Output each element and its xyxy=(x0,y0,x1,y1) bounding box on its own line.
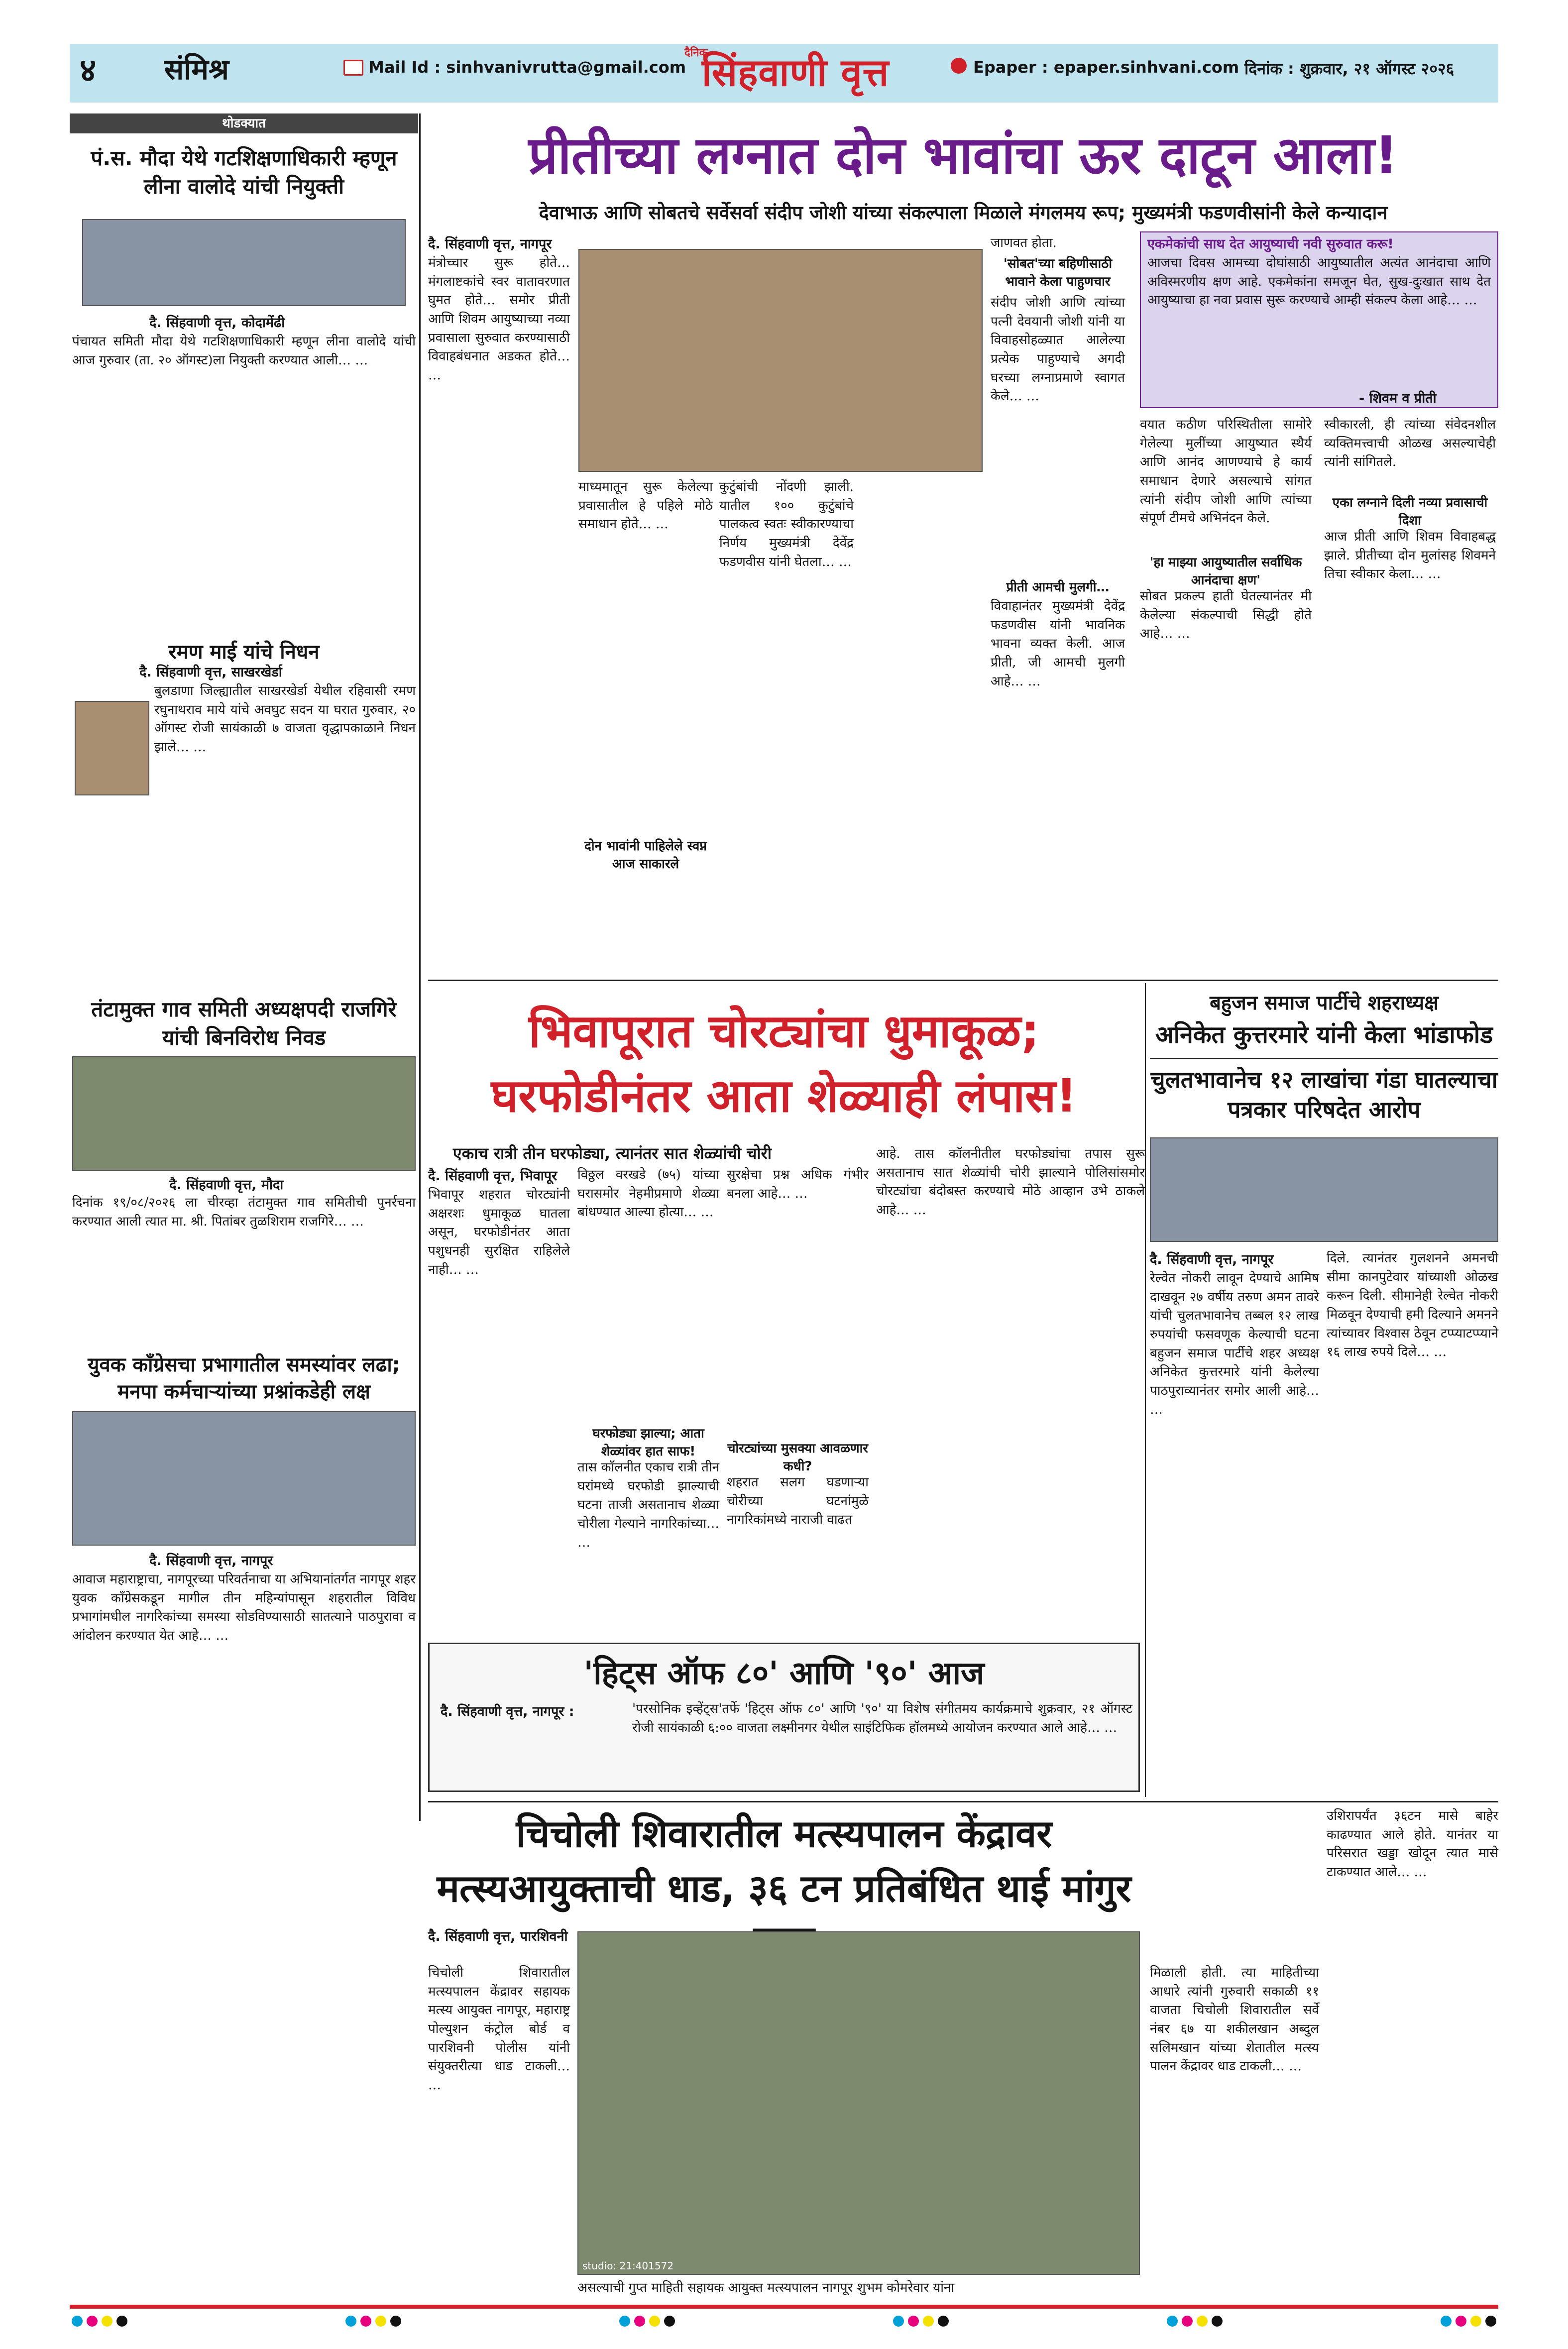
fish-headline: चिचोली शिवारातील मत्स्यपालन केंद्रावर xyxy=(516,1811,1052,1856)
mail-id: Mail Id : sinhvanivrutta@gmail.com xyxy=(368,58,686,77)
registration-marks xyxy=(70,2316,1498,2329)
lead-column: वयात कठीण परिस्थितीला सामोरे गेलेल्या मुलींच्या आयुष्यात स्थैर्य आणि आनंद आणण्याचे हे कार्य समाधान देणारे असल्याचे सांगत त्यांनी संदीप जोशी आणि त्यांच्या संपूर्ण टीमचे अभिनंदन केले. xyxy=(1140,417,1312,526)
bsp-headline: अनिकेत कुत्तरमारे यांनी केला भांडाफोड xyxy=(1155,1021,1493,1049)
theft-column: तास कॉलनीत एकाच रात्री तीन घरांमध्ये घरफोडी झाल्याची घटना ताजी असतानाच शेळ्या चोरीला गेल्याने नागरिकांच्या… … xyxy=(577,1460,719,1550)
dateline: दै. सिंहवाणी वृत्त, नागपूर xyxy=(1150,1252,1274,1267)
headline-rule xyxy=(1150,1058,1498,1059)
mail-icon xyxy=(343,60,363,76)
kicker: थोडक्यात xyxy=(70,113,418,133)
dateline: दै. सिंहवाणी वृत्त, भिवापूर xyxy=(428,1168,558,1184)
photo-caption: असल्याची गुप्त माहिती सहायक आयुक्त मत्स्यपालन नागपूर शुभम कोमरेवार यांना xyxy=(577,2280,955,2295)
lead-column: संदीप जोशी आणि त्यांच्या पत्नी देवयानी जोशी यांनी या विवाहसोहळ्यात आलेल्या प्रत्येक पाहुण्याचे अगदी घरच्या लग्नाप्रमाणे स्वागत केले… … xyxy=(991,295,1125,404)
press-conference-photo xyxy=(1150,1137,1498,1242)
lead-column: माध्यमातून सुरू केलेल्या प्रवासातील हे पहिले मोठे समाधान होते… … xyxy=(578,479,713,532)
newspaper-logo: सिंहवाणी वृत्त xyxy=(702,50,890,95)
section-divider xyxy=(428,1801,1498,1802)
theft-headline: भिवापूरात चोरट्यांचा धुमाकूळ; xyxy=(529,1005,1039,1058)
bsp-column: रेल्वेत नोकरी लावून देण्याचे आमिष दाखवून २७ वर्षीय तरुण अमन तावरे यांची चुलतभावानेच तब्बल १२ लाख रुपयांची फसवणूक केल्याची घटना बहुजन समाज पार्टीचे शहर अध्यक्ष अनिकेत कुत्तरमारे यांनी केलेल्या पाठपुराव्यानंतर समोर आली आहे… … xyxy=(1150,1271,1319,1417)
lead-column: स्वीकारली, ही त्यांच्या संवेदनशील व्यक्तिमत्त्वाची ओळख असल्याचेही त्यांनी सांगितले. xyxy=(1324,417,1496,470)
quote-box-signature: - शिवम व प्रीती xyxy=(1359,391,1437,406)
epaper-link[interactable]: Epaper : epaper.sinhvani.com xyxy=(973,58,1239,77)
footer-rule xyxy=(70,2305,1498,2309)
lead-column: विवाहानंतर मुख्यमंत्री देवेंद्र फडणवीस यांनी भावनिक भावना व्यक्त केली. आज प्रीती, जी आमची मुलगी आहे… … xyxy=(991,599,1125,689)
lead-subhead-inline: प्रीती आमची मुलगी… xyxy=(1006,580,1110,595)
quote-box-body: आजचा दिवस आमच्या दोघांसाठी आयुष्यातील अत्यंत आनंदाचा आणि अविस्मरणीय क्षण आहे. एकमेकांना समजून घेत, सुख-दुःखात साथ देत आयुष्याचा हा नवा प्रवास सुरू करण्याचे आम्ही संकल्प केला आहे… … xyxy=(1147,255,1491,308)
bsp-headline: बहुजन समाज पार्टीचे शहराध्यक्ष xyxy=(1210,992,1439,1014)
theft-subhead-inline: घरफोड्या झाल्या; आता शेळ्यांवर हात साफ! xyxy=(592,1426,704,1459)
event-body: 'परसोनिक इव्हेंट्स'तर्फे 'हिट्स ऑफ ८०' आणि '९०' या विशेष संगीतमय कार्यक्रमाचे शुक्रवार, २१ ऑगस्ट रोजी सायंकाळी ६:०० वाजता लक्ष्मीनगर येथील साइंटिफिक हॉलमध्ये आयोजन करण्यात आले आहे… … xyxy=(632,1701,1132,1735)
event-headline: 'हिट्स ऑफ ८०' आणि '९०' आज xyxy=(583,1655,985,1692)
globe-icon xyxy=(951,58,967,74)
raid-photo xyxy=(577,1931,1140,2275)
page-number: ४ xyxy=(80,52,97,89)
lead-subhead-inline: 'सोबत'च्या बहिणीसाठी भावाने केला पाहुणचार xyxy=(1003,256,1113,289)
theft-headline: घरफोडीनंतर आता शेळ्याही लंपास! xyxy=(491,1069,1077,1122)
lead-column: मंत्रोच्चार सुरू होते… मंगलाष्टकांचे स्वर वातावरणात घुमत होते… समोर प्रीती आणि शिवम आयुष्याच्या नव्या प्रवासाला सुरुवात करण्यासाठी विवाहबंधनात अडकत होते… … xyxy=(428,255,570,383)
fish-column: मिळाली होती. त्या माहितीच्या आधारे त्यांनी गुरुवारी सकाळी ११ वाजता चिचोली शिवारातील सर्वे नंबर ६७ या शकीलखान अब्दुल सलिमखान यांच्या शेतातील मत्स्य पालन केंद्रावर धाड टाकली… … xyxy=(1150,1965,1319,2074)
logo-small: दैनिक xyxy=(684,47,708,59)
dateline: दै. सिंहवाणी वृत्त, नागपूर xyxy=(149,1553,273,1568)
story-headline: रमण माई यांचे निधन xyxy=(168,641,320,664)
theft-subhead-inline: चोरट्यांच्या मुसक्या आवळणार कधी? xyxy=(727,1441,869,1474)
lead-headline: प्रीतीच्या लग्नात दोन भावांचा ऊर दाटून आला! xyxy=(528,125,1398,186)
issue-date: दिनांक : शुक्रवार, २१ ऑगस्ट २०२६ xyxy=(1244,59,1455,78)
dateline: दै. सिंहवाणी वृत्त, कोदामेंढी xyxy=(149,315,285,331)
story-photo xyxy=(72,1056,416,1171)
story-photo xyxy=(82,219,406,306)
story-headline: युवक काँग्रेसचा प्रभागातील समस्यांवर लढा; मनपा कर्मचाऱ्यांच्या प्रश्नांकडेही लक्ष xyxy=(88,1353,400,1403)
fish-headline: मत्स्यआयुक्ताची धाड, ३६ टन प्रतिबंधित थाई मांगुर xyxy=(437,1866,1131,1910)
dateline: दै. सिंहवाणी वृत्त, नागपूर : xyxy=(441,1704,574,1719)
lead-column: सोबत प्रकल्प हाती घेतल्यानंतर मी केलेल्या संकल्पाची सिद्धी होते आहे… … xyxy=(1140,589,1312,642)
bsp-column: दिले. त्यानंतर गुलशनने अमनची सीमा कानपुटेवार यांच्याशी ओळख करून दिली. सीमानेही रेल्वेत नोकरी मिळवून देण्याची हमी दिल्याने अमनने त्यांच्यावर विश्वास ठेवून टप्प्याटप्प्याने १६ लाख रुपये दिले… … xyxy=(1327,1251,1498,1360)
lead-subhead: देवाभाऊ आणि सोबतचे सर्वेसर्वा संदीप जोशी यांच्या संकल्पाला मिळाले मंगलमय रूप; मुख्यमंत्री फडणवीसांनी केले कन्यादान xyxy=(539,202,1388,224)
dateline: दै. सिंहवाणी वृत्त, साखरखेर्डा xyxy=(139,665,282,680)
section-divider xyxy=(428,980,1498,981)
theft-column: शहरात सलग घडणाऱ्या चोरीच्या घटनांमुळे नागरिकांमध्ये नाराजी वाढत xyxy=(727,1475,869,1528)
photo-stamp: studio: 21:401572 xyxy=(582,2260,674,2272)
lead-subhead-inline: एका लग्नाने दिली नव्या प्रवासाची दिशा xyxy=(1332,495,1488,528)
dateline: दै. सिंहवाणी वृत्त, नागपूर xyxy=(428,236,552,252)
column-divider xyxy=(419,113,421,1821)
fish-column: चिचोली शिवारातील मत्स्यपालन केंद्रावर सहायक मत्स्य आयुक्त नागपूर, महाराष्ट्र पोल्युशन कंट्रोल बोर्ड व पारशिवनी पोलीस यांनी संयुक्तरीत्या धाड टाकली… … xyxy=(428,1965,570,2093)
story-headline: पं.स. मौदा येथे गटशिक्षणाधिकारी म्हणून लीना वालोदे यांची नियुक्ती xyxy=(91,146,397,199)
lead-column: जाणवत होता. xyxy=(991,235,1057,250)
story-body: पंचायत समिती मौदा येथे गटशिक्षणाधिकारी म्हणून लीना वालोदे यांची आज गुरुवार (ता. २० ऑगस्ट)ला नियुक्ती करण्यात आली… … xyxy=(72,334,416,368)
column-divider xyxy=(1145,983,1146,1797)
theft-column: भिवापूर शहरात चोरट्यांनी अक्षरशः धुमाकूळ घातला असून, घरफोडीनंतर आता पशुधनही सुरक्षित राहिलेले नाही… … xyxy=(428,1187,570,1277)
theft-column: सुरक्षेचा प्रश्न अधिक गंभीर बनला आहे… … xyxy=(727,1167,869,1201)
lead-column: आज प्रीती आणि शिवम विवाहबद्ध झाले. प्रीतीच्या दोन मुलांसह शिवमने तिचा स्वीकार केला… … xyxy=(1324,529,1496,582)
section-title: संमिश्र xyxy=(164,52,229,86)
theft-subhead: एकाच रात्री तीन घरफोड्या, त्यानंतर सात शेळ्यांची चोरी xyxy=(452,1144,772,1163)
quote-box-title: एकमेकांची साथ देत आयुष्याची नवी सुरुवात करू! xyxy=(1147,236,1394,252)
story-photo xyxy=(72,1411,416,1546)
story-body: बुलडाणा जिल्ह्यातील साखरखेर्डा येथील रहिवासी रमण रघुनाथराव माये यांचे अवघुट सदन या घरात गुरुवार, २० ऑगस्ट रोजी सायंकाळी ७ वाजता वृद्धापकाळाने निधन झाले… … xyxy=(154,683,416,755)
lead-subhead-inline: 'हा माझ्या आयुष्यातील सर्वाधिक आनंदाचा क्षण' xyxy=(1149,555,1302,588)
lead-column: कुटुंबांची नोंदणी झाली. यातील १०० कुटुंबांचे पालकत्व स्वतः स्वीकारण्याचा निर्णय मुख्यमंत्री देवेंद्र फडणवीस यांनी घेतला… … xyxy=(719,479,854,569)
dateline: दै. सिंहवाणी वृत्त, पारशिवनी xyxy=(428,1929,568,1944)
story-body: आवाज महाराष्ट्राचा, नागपूरच्या परिवर्तनाचा या अभियानांतर्गत नागपूर शहर युवक काँग्रेसकडून मागील तीन महिन्यांपासून शहरातील विविध प्रभागांमधील नागरिकांच्या समस्या सोडविण्यासाठी सातत्याने पाठपुरावा व आंदोलन करण्यात येत आहे… … xyxy=(72,1572,416,1644)
story-headline: तंटामुक्त गाव समिती अध्यक्षपदी राजगिरे यांची बिनविरोध निवड xyxy=(91,997,397,1050)
theft-column: आहे. तास कॉलनीतील घरफोड्यांचा तपास सुरू असतानाच सात शेळ्यांची चोरी झाल्याने पोलिसांसमोर चोरट्यांचा बंदोबस्त करण्याचे मोठे आव्हान उभे ठाकले आहे… … xyxy=(876,1146,1145,1218)
bsp-headline: चुलतभावानेच १२ लाखांचा गंडा घातल्याचा पत्रकार परिषदेत आरोप xyxy=(1150,1066,1498,1123)
story-body: दिनांक १९/०८/२०२६ ला चीरव्हा तंटामुक्त गाव समितीची पुनर्रचना करण्यात आली त्यात मा. श्री. पितांबर तुळशिराम राजगिरे… … xyxy=(72,1195,416,1229)
lead-subhead-inline: दोन भावांनी पाहिलेले स्वप्न आज साकारले xyxy=(584,839,707,872)
theft-column: विठ्ठल वरखडे (७५) यांच्या घरासमोर नेहमीप्रमाणे शेळ्या बांधण्यात आल्या होत्या… … xyxy=(577,1167,719,1220)
wedding-photo xyxy=(578,249,983,472)
dateline: दै. सिंहवाणी वृत्त, मौदा xyxy=(169,1177,284,1193)
fish-column: उशिरापर्यंत ३६टन मासे बाहेर काढण्यात आले होते. यानंतर या परिसरात खड्डा खोदून त्यात मासे टाकण्यात आले… … xyxy=(1327,1808,1498,1880)
portrait-photo xyxy=(75,701,149,795)
